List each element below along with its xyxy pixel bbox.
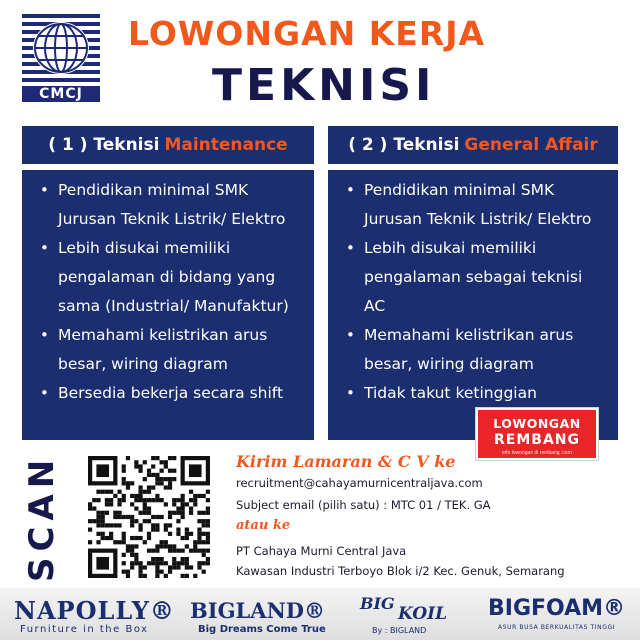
brand-napolly: NAPOLLY® xyxy=(14,596,175,625)
scan-text: SCAN xyxy=(22,453,62,582)
requirement-item-cont: sama (Industrial/ Manufaktur) xyxy=(58,297,289,315)
requirement-item: • Pendidikan minimal SMK xyxy=(40,176,308,205)
brand-bigkoil-koil: KOIL xyxy=(398,604,448,624)
requirement-item-cont: pengalaman sebagai teknisi xyxy=(364,268,583,286)
requirement-item: • Lebih disukai memiliki xyxy=(40,234,308,263)
lowongan-rembang-badge xyxy=(476,408,598,460)
job-2-requirements xyxy=(328,170,618,440)
requirement-item: • Pendidikan minimal SMK xyxy=(346,176,612,205)
email-address[interactable]: recruitment@cahayamurnicentraljava.com xyxy=(236,476,483,490)
page-title: LOWONGAN KERJA xyxy=(128,14,486,53)
requirement-item-cont: Jurusan Teknik Listrik/ Elektro xyxy=(364,210,592,228)
send-heading: Kirim Lamaran & C V ke xyxy=(236,452,456,471)
brand-napolly-tag: Furniture in the Box xyxy=(20,624,149,635)
badge-line-2: REMBANG xyxy=(494,432,580,448)
requirement-item-cont: pengalaman di bidang yang xyxy=(58,268,276,286)
requirement-item-cont: Jurusan Teknik Listrik/ Elektro xyxy=(58,210,286,228)
qr-code[interactable] xyxy=(88,456,210,578)
job-2-prefix: ( 2 ) Teknisi xyxy=(348,135,460,155)
requirement-item: • Bersedia bekerja secara shift xyxy=(40,379,308,408)
or-label: atau ke xyxy=(236,518,291,533)
job-1-accent: Maintenance xyxy=(164,135,288,155)
requirement-item: • Memahami kelistrikan arus xyxy=(40,321,308,350)
email-subject: Subject email (pilih satu) : MTC 01 / TEK. GA xyxy=(236,498,491,512)
brand-bigfoam: BIGFOAM® xyxy=(488,596,626,621)
requirement-item: • Lebih disukai memiliki xyxy=(346,234,612,263)
company-address: Kawasan Industri Terboyo Blok i/2 Kec. Genuk, Semarang xyxy=(236,564,565,578)
job-2-accent: General Affair xyxy=(464,135,598,155)
scan-label xyxy=(22,453,62,582)
badge-line-3: info lowongan di rembang .com xyxy=(502,450,572,456)
job-1-header xyxy=(22,126,314,164)
requirement-item-cont: besar, wiring diagram xyxy=(58,355,228,373)
requirement-item: • Memahami kelistrikan arus xyxy=(346,321,612,350)
job-1-prefix: ( 1 ) Teknisi xyxy=(48,135,160,155)
job-1-requirements xyxy=(22,170,314,440)
requirement-item: • Tidak takut ketinggian xyxy=(346,379,612,408)
brand-bigkoil-big: BIG xyxy=(360,594,395,613)
brand-bigkoil-tag: By : BIGLAND xyxy=(372,626,427,635)
requirement-item-cont: besar, wiring diagram xyxy=(364,355,534,373)
brand-strip xyxy=(0,588,640,640)
job-2-header xyxy=(328,126,618,164)
requirement-item-cont: AC xyxy=(364,297,386,315)
brand-bigland: BIGLAND® xyxy=(190,598,325,623)
brand-bigfoam-tag: ASUR BUSA BERKUALITAS TINGGI xyxy=(498,624,616,631)
page-subtitle: TEKNISI xyxy=(212,60,436,111)
company-name: PT Cahaya Murni Central Java xyxy=(236,544,407,558)
badge-line-1: LOWONGAN xyxy=(493,416,581,431)
logo-text: CMCJ xyxy=(22,86,100,102)
brand-bigland-tag: Big Dreams Come True xyxy=(198,624,326,635)
